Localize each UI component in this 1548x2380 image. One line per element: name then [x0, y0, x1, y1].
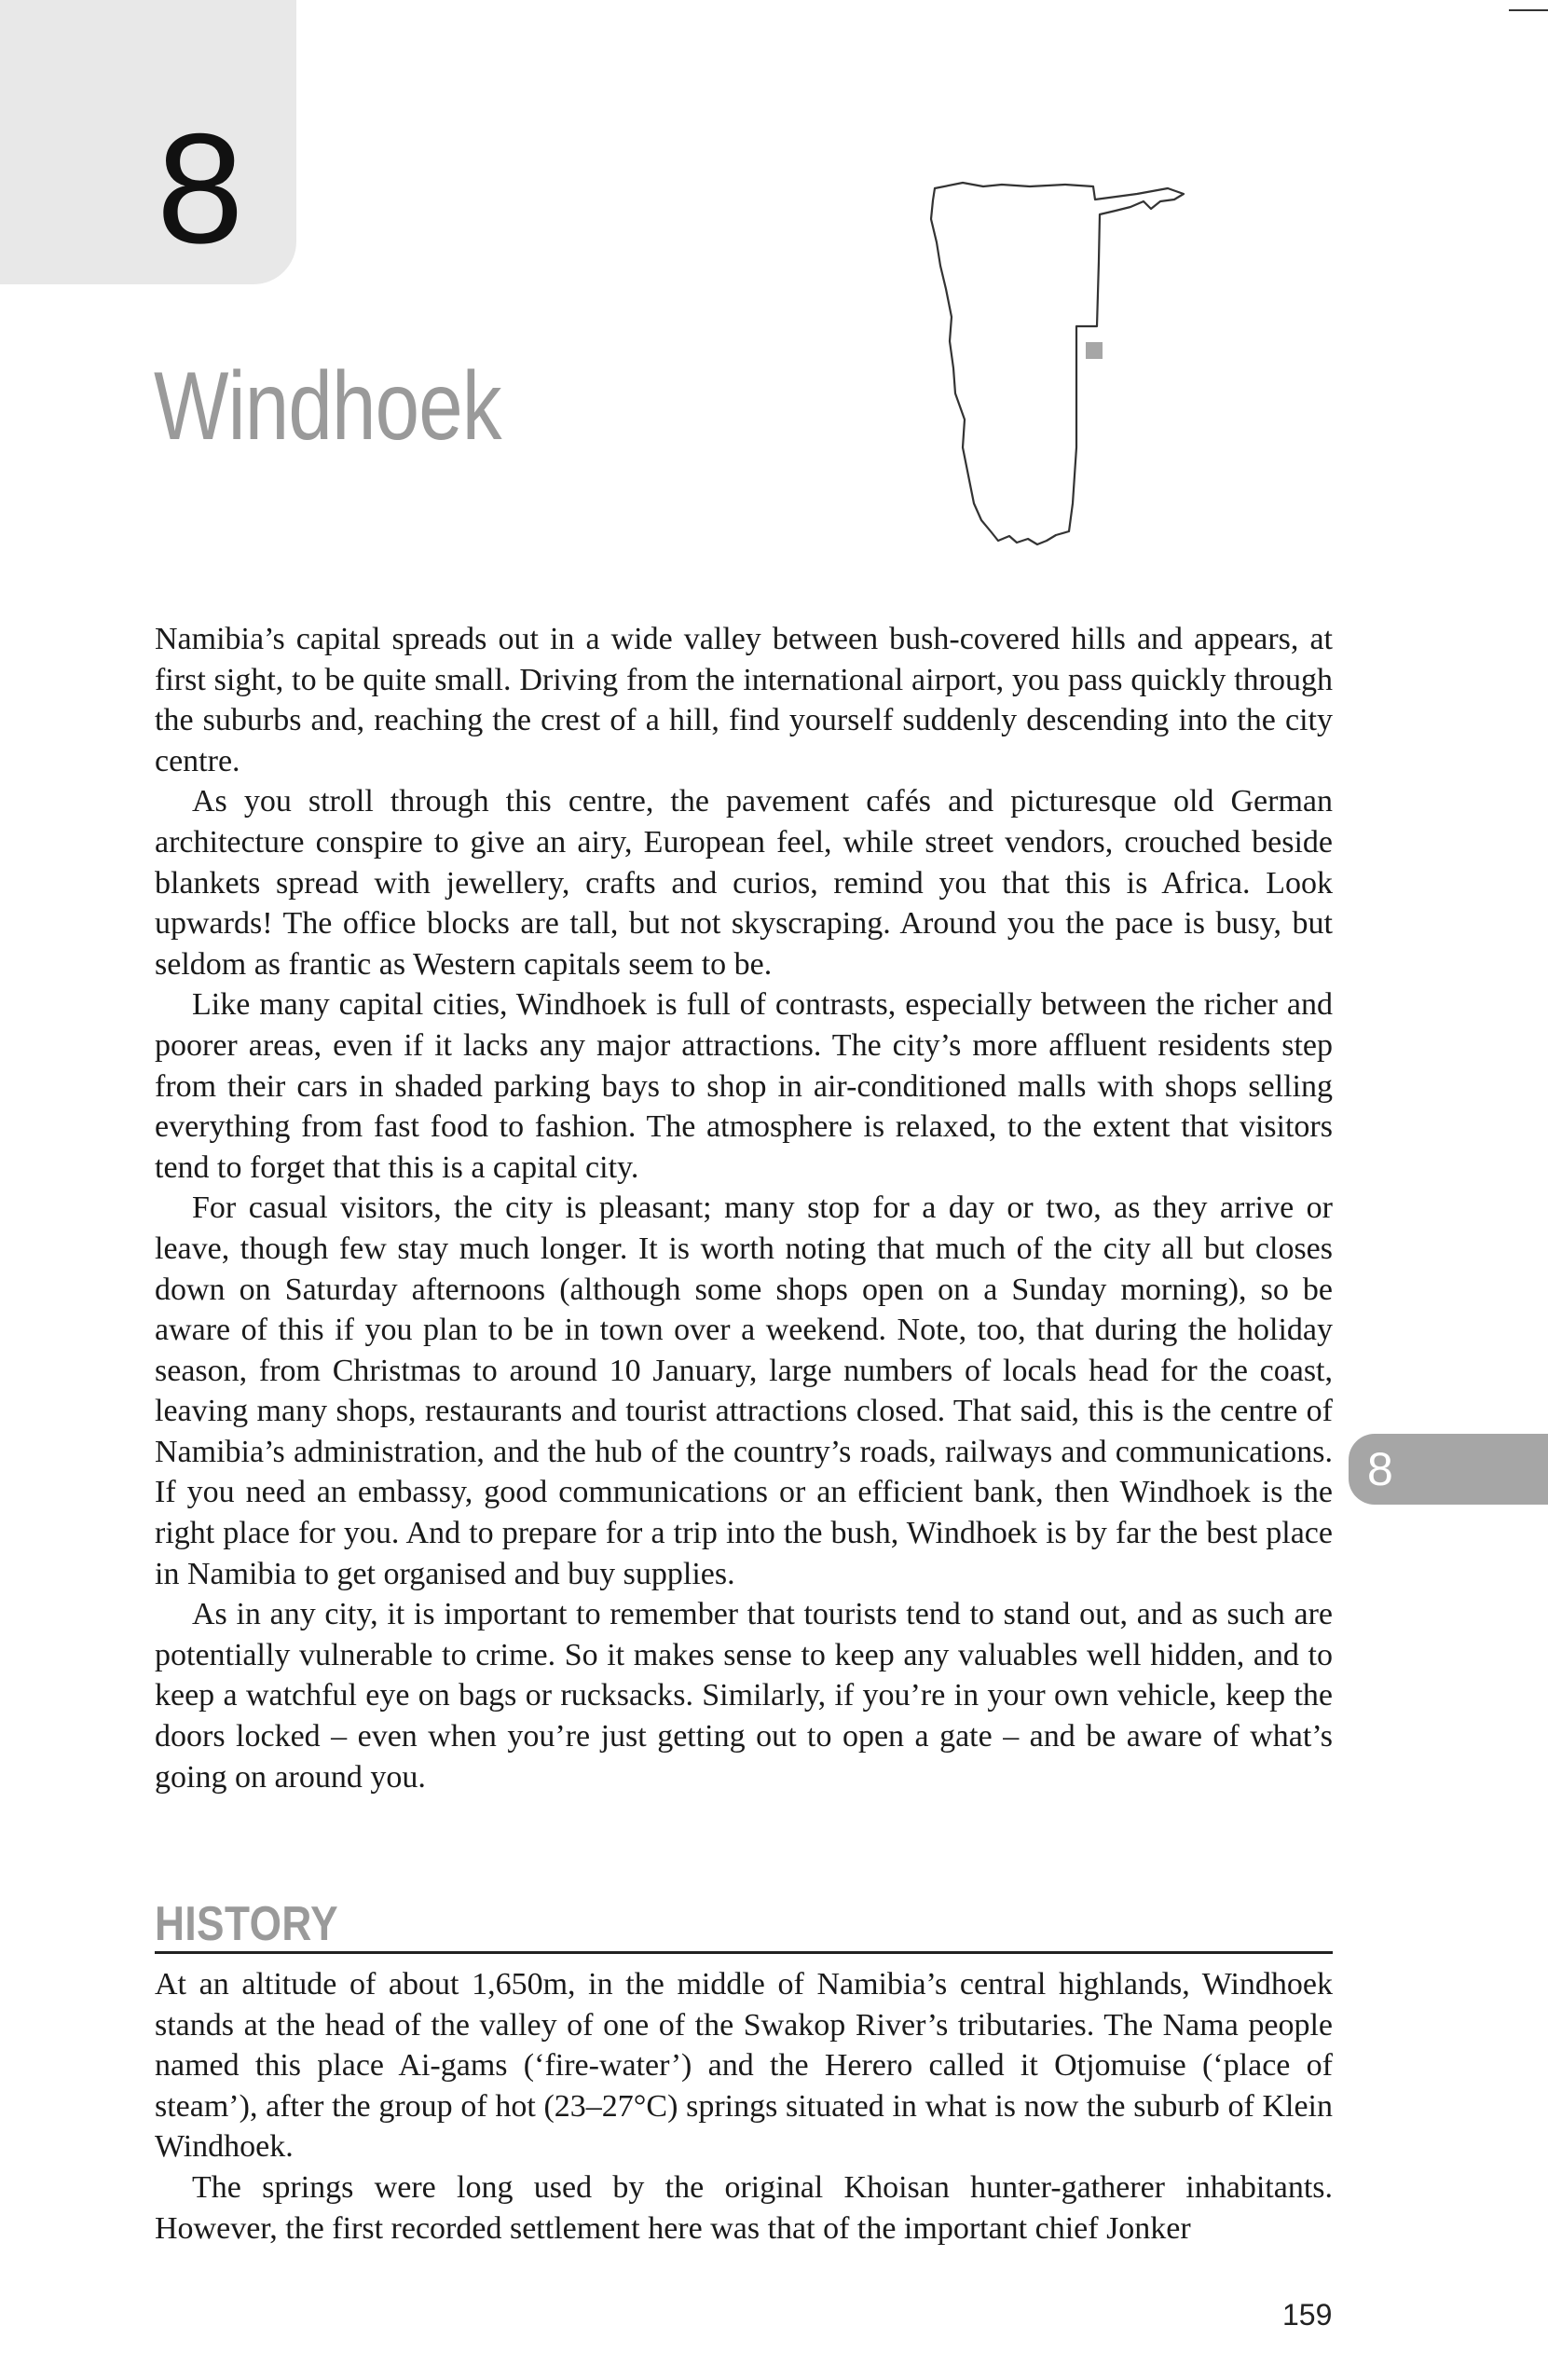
namibia-outline-path [931, 183, 1184, 544]
history-paragraph: The springs were long used by the original Khoisan hunter-gatherer inhabitants. However, the first recorded settlement here was that of the important chief Jonker [155, 2169, 1333, 2246]
windhoek-location-marker [1086, 342, 1103, 359]
intro-paragraph: As you stroll through this centre, the pavement cafés and picturesque old German architecture conspire to give an airy, European feel, while street vendors, crouched beside blankets spread with jewellery, crafts and curios, remind you that this is Africa. Look upwards! The office blocks are tall, but not skyscraping. Around you the pace is busy, but seldom as frantic as Western capitals seem to be. [155, 784, 1333, 982]
chapter-tab [0, 0, 296, 284]
history-heading: HISTORY [155, 1897, 339, 1951]
intro-text [155, 619, 1333, 1797]
namibia-outline-map-icon [927, 177, 1337, 569]
intro-paragraph: As in any city, it is important to remember that tourists tend to stand out, and as such are potentially vulnerable to crime. So it makes sense to keep any valuables well hidden, and to keep a watchful eye on bags or rucksacks. Similarly, if you’re in your own vehicle, keep the doors locked – even when you’re just getting out to open a gate – and be aware of what’s going on around you. [155, 1597, 1333, 1795]
intro-paragraph: Namibia’s capital spreads out in a wide valley between bush-covered hills and appears, at first sight, to be quite small. Driving from the international airport, you pass quickly through the suburbs and, reaching the crest of a hill, find yourself suddenly descending into the city centre. [155, 622, 1333, 778]
history-paragraph: At an altitude of about 1,650m, in the middle of Namibia’s central highlands, Windhoek stands at the head of the valley of one of the Swakop River’s tributaries. The Nama people named this place Ai-gams (‘fire-water’) and the Herero called it Otjomuise (‘place of steam’), after the group of hot (23–27°C) springs situated in what is now the suburb of Klein Windhoek. [155, 1967, 1333, 2165]
history-text [155, 1964, 1333, 2249]
intro-paragraph: For casual visitors, the city is pleasant; many stop for a day or two, as they arrive or leave, though few stay much longer. It is worth noting that much of the city all but closes down on Saturday afternoons (although some shops open on a Sunday morning), so be aware of this if you plan to be in town over a weekend. Note, too, that during the holiday season, from Christmas to around 10 January, large numbers of locals head for the coast, leaving many shops, restaurants and tourist attractions closed. That said, this is the centre of Namibia’s administration, and the hub of the country’s roads, railways and communications. If you need an embassy, good communications or an efficient bank, then Windhoek is the right place for you. And to prepare for a trip into the bush, Windhoek is by far the best place in Namibia to get organised and buy supplies. [155, 1190, 1333, 1591]
chapter-number: 8 [157, 101, 244, 276]
intro-paragraph: Like many capital cities, Windhoek is full of contrasts, especially between the richer and poorer areas, even if it lacks any major attractions. The city’s more affluent residents step from their cars in shaded parking bays to shop in air-conditioned malls with shops selling everything from fast food to fashion. The atmosphere is relaxed, to the extent that visitors tend to forget that this is a capital city. [155, 987, 1333, 1185]
chapter-side-tab [1349, 1434, 1548, 1505]
top-corner-rule [1509, 9, 1548, 11]
page-number: 159 [1282, 2298, 1333, 2332]
chapter-title: Windhoek [154, 352, 501, 461]
side-tab-number: 8 [1367, 1443, 1393, 1495]
history-heading-rule [155, 1951, 1333, 1954]
